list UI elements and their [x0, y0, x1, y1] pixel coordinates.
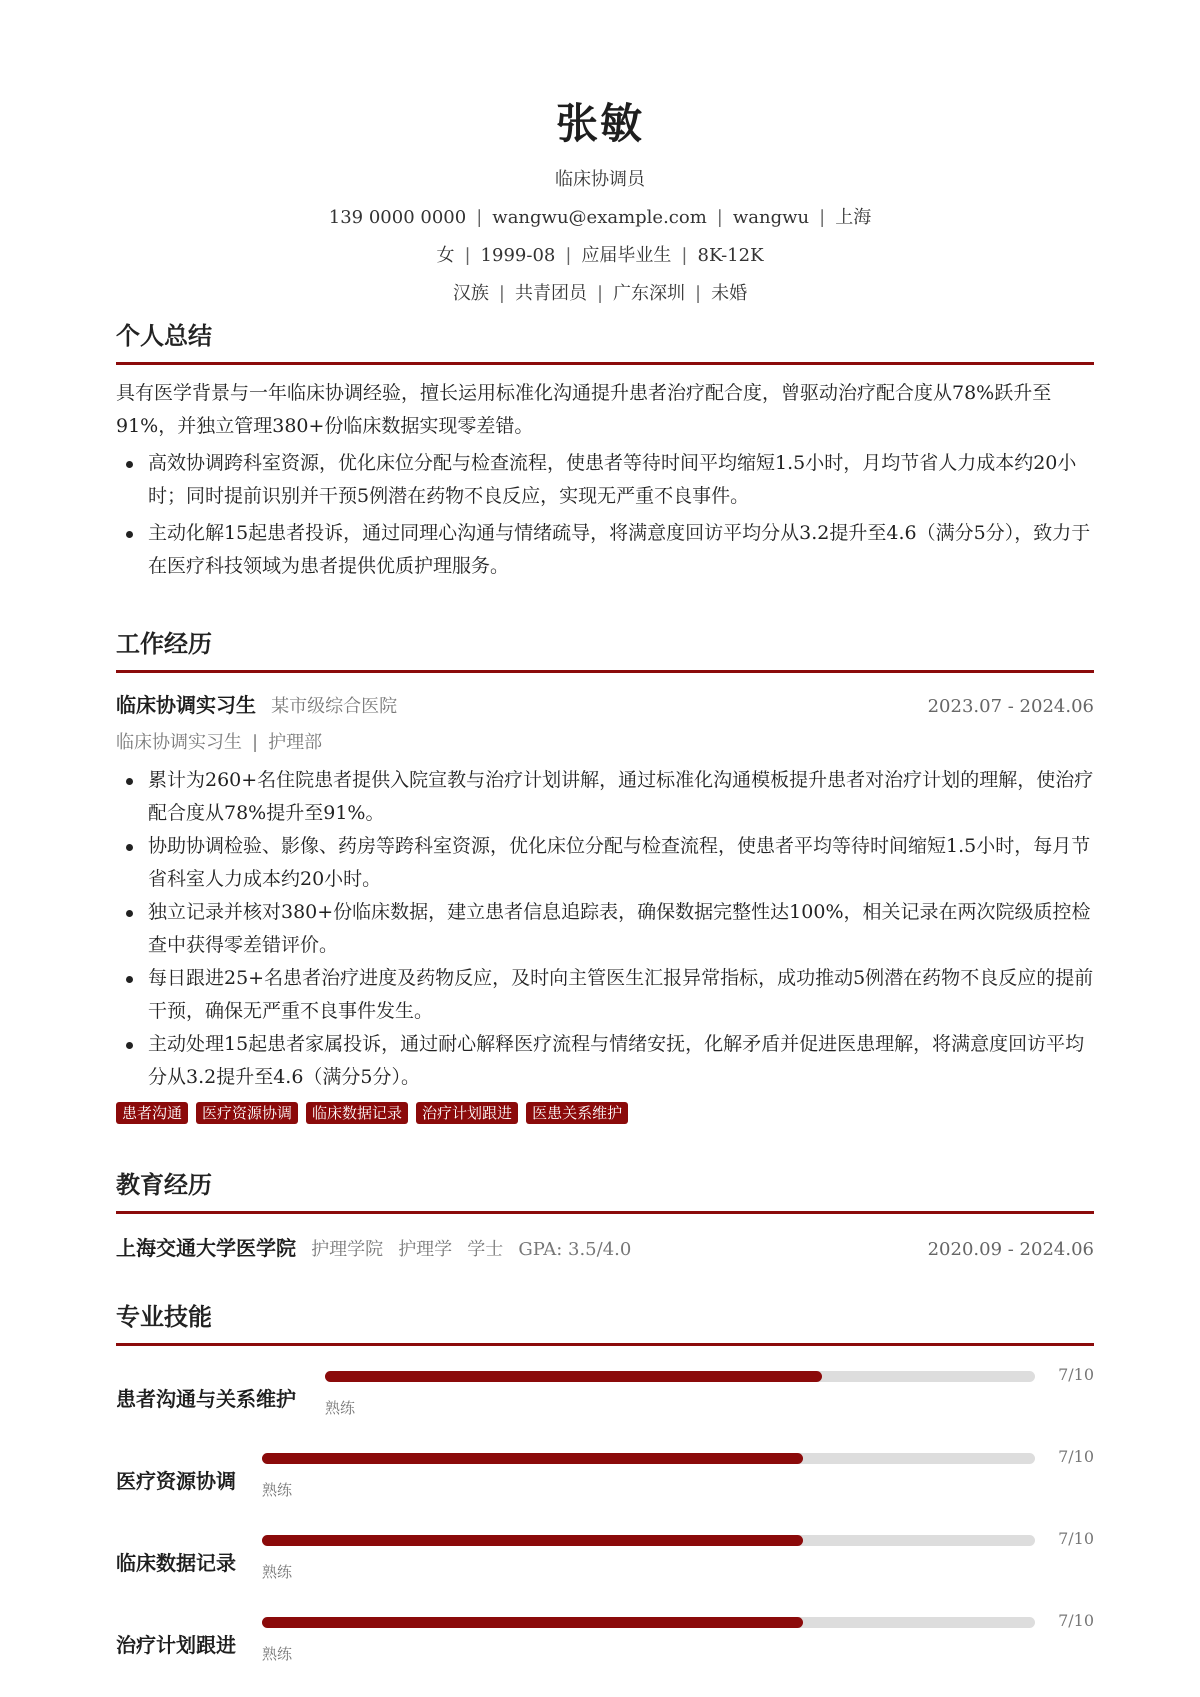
- expected-salary: 8K-12K: [697, 245, 764, 266]
- separator: |: [819, 207, 826, 228]
- list-item: 累计为260+名住院患者提供入院宣教与治疗计划讲解，通过标准化沟通模板提升患者对治疗计划的理解，使治疗配合度从78%提升至91%。: [116, 764, 1094, 830]
- email-address: wangwu@example.com: [492, 207, 707, 228]
- job-company: 某市级综合医院: [271, 696, 398, 717]
- job-role: 临床协调实习生: [116, 732, 242, 753]
- skill-row: [116, 1529, 1094, 1595]
- skill-level: 熟练: [262, 1645, 293, 1663]
- education-row: [116, 1232, 1094, 1261]
- section-divider: [116, 362, 1094, 365]
- section-title: 专业技能: [116, 1302, 212, 1331]
- school-college: 护理学院: [311, 1239, 384, 1260]
- skill-score: 7/10: [1058, 1447, 1094, 1466]
- separator: |: [716, 207, 723, 228]
- job-subtitle: [116, 728, 1094, 754]
- job-position: 临床协调实习生: [116, 693, 256, 717]
- skill-bar-fill: [262, 1453, 803, 1464]
- separator: |: [681, 245, 688, 266]
- school-major: 护理学: [398, 1239, 453, 1260]
- skill-row: [116, 1611, 1094, 1677]
- skill-bar-fill: [262, 1535, 803, 1546]
- list-item: 高效协调跨科室资源，优化床位分配与检查流程，使患者等待时间平均缩短1.5小时，月均节省人力成本约20小时；同时提前识别并干预5例潜在药物不良反应，实现无严重不良事件。: [116, 447, 1094, 513]
- skill-name: 患者沟通与关系维护: [116, 1387, 296, 1411]
- summary-bullets: [116, 447, 1094, 583]
- skill-name: 治疗计划跟进: [116, 1633, 236, 1657]
- skill-tag: 治疗计划跟进: [416, 1102, 518, 1124]
- section-title: 教育经历: [116, 1170, 212, 1199]
- skill-row: [116, 1365, 1094, 1431]
- gender: 女: [436, 245, 455, 266]
- job-date: 2023.07 - 2024.06: [927, 696, 1094, 717]
- separator: |: [252, 732, 259, 753]
- section-divider: [116, 1343, 1094, 1346]
- summary-section: [116, 320, 1094, 583]
- candidate-name: 张敏: [555, 99, 644, 148]
- job-department: 护理部: [268, 732, 323, 753]
- skill-tag: 临床数据记录: [306, 1102, 408, 1124]
- section-divider: [116, 1211, 1094, 1214]
- separator: |: [476, 207, 483, 228]
- summary-text: 具有医学背景与一年临床协调经验，擅长运用标准化沟通提升患者治疗配合度，曾驱动治疗配合度从78%跃升至91%，并独立管理380+份临床数据实现零差错。: [116, 382, 1052, 437]
- skill-bar-fill: [262, 1617, 803, 1628]
- phone-number: 139 0000 0000: [328, 207, 467, 228]
- skill-bar-track: [325, 1371, 1035, 1382]
- marital-status: 未婚: [711, 283, 748, 304]
- separator: |: [596, 283, 604, 304]
- separator: |: [695, 283, 702, 304]
- political-status: 共青团员: [514, 283, 587, 304]
- skill-level: 熟练: [262, 1563, 293, 1581]
- ethnicity: 汉族: [452, 283, 489, 304]
- skill-bar-fill: [325, 1371, 822, 1382]
- skill-tag: 医患关系维护: [526, 1102, 628, 1124]
- skill-name: 医疗资源协调: [116, 1469, 236, 1493]
- candidate-role: 临床协调员: [555, 169, 645, 190]
- skill-level: 熟练: [262, 1481, 293, 1499]
- work-section: [116, 628, 1094, 1124]
- contact-line: [0, 206, 1200, 230]
- skill-row: [116, 1447, 1094, 1513]
- skill-bar-track: [262, 1617, 1035, 1628]
- skill-score: 7/10: [1058, 1611, 1094, 1630]
- experience-status: 应届毕业生: [581, 245, 672, 266]
- school-degree: 学士: [467, 1239, 504, 1260]
- skill-bar-track: [262, 1453, 1035, 1464]
- skill-tags: [116, 1102, 1094, 1124]
- wechat-id: wangwu: [732, 207, 810, 228]
- list-item: 独立记录并核对380+份临床数据，建立患者信息追踪表，确保数据完整性达100%，相关记录在两次院级质控检查中获得零差错评价。: [116, 896, 1094, 962]
- list-item: 协助协调检验、影像、药房等跨科室资源，优化床位分配与检查流程，使患者平均等待时间缩短1.5小时，每月节省科室人力成本约20小时。: [116, 830, 1094, 896]
- personal-line: [0, 244, 1200, 268]
- list-item: 主动处理15起患者家属投诉，通过耐心解释医疗流程与情绪安抚，化解矛盾并促进医患理解，将满意度回访平均分从3.2提升至4.6（满分5分）。: [116, 1028, 1094, 1094]
- section-title: 工作经历: [116, 629, 212, 658]
- skill-tag: 患者沟通: [116, 1102, 188, 1124]
- school-gpa: GPA: 3.5/4.0: [518, 1239, 632, 1260]
- section-divider: [116, 670, 1094, 673]
- skill-score: 7/10: [1058, 1529, 1094, 1548]
- education-date: 2020.09 - 2024.06: [927, 1239, 1094, 1260]
- separator: |: [565, 245, 572, 266]
- skill-level: 熟练: [325, 1399, 356, 1417]
- skills-section: [116, 1301, 1094, 1681]
- school-name: 上海交通大学医学院: [116, 1236, 296, 1260]
- job-header: [116, 689, 1094, 718]
- hometown: 广东深圳: [613, 283, 686, 304]
- separator: |: [464, 245, 471, 266]
- misc-line: [0, 282, 1200, 306]
- skill-bar-track: [262, 1535, 1035, 1546]
- resume-header: [0, 0, 1200, 306]
- skill-score: 7/10: [1058, 1365, 1094, 1384]
- list-item: 主动化解15起患者投诉，通过同理心沟通与情绪疏导，将满意度回访平均分从3.2提升至4.6（满分5分），致力于在医疗科技领域为患者提供优质护理服务。: [116, 517, 1094, 583]
- birth-date: 1999-08: [480, 245, 556, 266]
- list-item: 每日跟进25+名患者治疗进度及药物反应，及时向主管医生汇报异常指标，成功推动5例潜在药物不良反应的提前干预，确保无严重不良事件发生。: [116, 962, 1094, 1028]
- job-title-group: [116, 689, 397, 718]
- job-bullets: [116, 764, 1094, 1094]
- education-section: [116, 1169, 1094, 1261]
- skill-name: 临床数据记录: [116, 1551, 236, 1575]
- city: 上海: [835, 207, 872, 228]
- education-title-group: [116, 1232, 631, 1261]
- skill-tag: 医疗资源协调: [196, 1102, 298, 1124]
- separator: |: [498, 283, 505, 304]
- section-title: 个人总结: [116, 321, 212, 350]
